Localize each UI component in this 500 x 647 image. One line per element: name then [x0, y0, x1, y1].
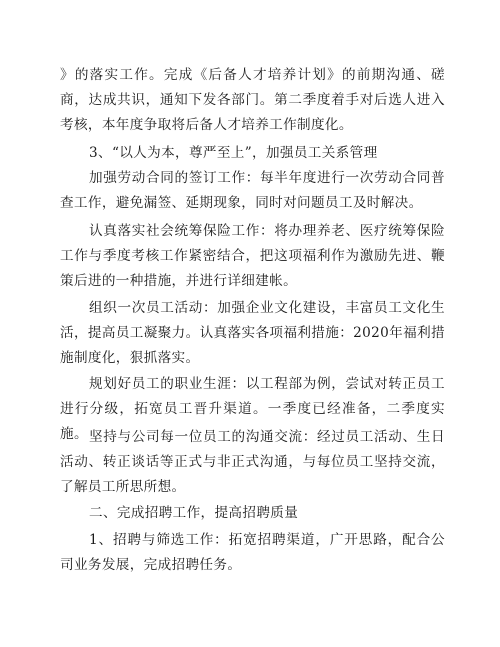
paragraph-labor-contract: 加强劳动合同的签订工作：每半年度进行一次劳动合同普查工作，避免漏签、延期现象，同时对问题员工及时解决。 [60, 170, 445, 211]
section-heading-recruitment: 二、完成招聘工作，提高招聘质量 [89, 505, 299, 521]
paragraph-social-insurance: 认真落实社会统筹保险工作：将办理养老、医疗统筹保险工作与季度考核工作紧密结合，把这项福利作为激励先进、鞭策后进的一种措施，并进行详细建帐。 [60, 223, 445, 289]
section-heading-employee-relations: 3、“以人为本，尊严至上”，加强员工关系管理 [89, 145, 378, 161]
paragraph-communication: 坚持与公司每一位员工的沟通交流：经过员工活动、生日活动、转正谈话等正式与非正式沟通，与每位员工坚持交流，了解员工所思所想。 [60, 429, 445, 495]
paragraph-employee-activity: 组织一次员工活动：加强企业文化建设，丰富员工文化生活，提高员工凝聚力。认真落实各项福利措施：2020年福利措施制度化，狠抓落实。 [60, 300, 445, 366]
paragraph-reserve-talent-plan: 》的落实工作。完成《后备人才培养计划》的前期沟通、磋商，达成共识，通知下发各部门。第二季度着手对后选人进入考核，本年度争取将后备人才培养工作制度化。 [60, 67, 445, 133]
paragraph-career-planning: 规划好员工的职业生涯：以工程部为例，尝试对转正员工进行分级，拓宽员工晋升渠道。一季度已经准备，二季度实施。 [60, 376, 445, 442]
paragraph-recruitment-screening: 1、招聘与筛选工作：拓宽招聘渠道，广开思路，配合公司业务发展，完成招聘任务。 [60, 532, 445, 573]
